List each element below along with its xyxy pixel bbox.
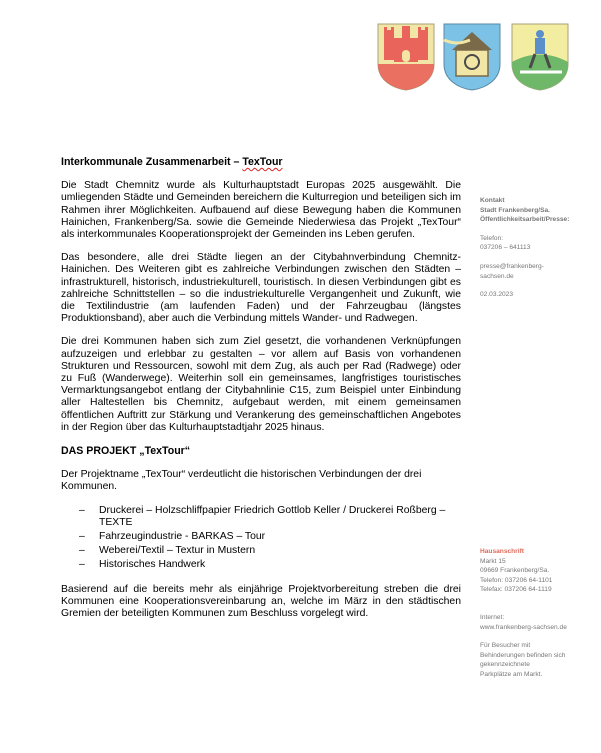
coat-of-arms-niederwiesa-icon <box>442 22 502 92</box>
list-item: – Druckerei – Holzschliffpapier Friedrich Gottlob Keller / Druckerei Roßberg – TEXTE <box>61 505 461 529</box>
release-date: 02.03.2023 <box>480 291 514 299</box>
coat-of-arms-hainichen-icon <box>376 22 436 92</box>
list-item: – Historisches Handwerk <box>61 559 461 571</box>
internet-label: Internet: <box>480 613 505 621</box>
coat-of-arms-frankenberg-icon <box>510 22 570 92</box>
press-release-body <box>61 156 461 631</box>
list-item: – Fahrzeugindustrie - BARKAS – Tour <box>61 531 461 543</box>
contact-label: Kontakt <box>480 197 505 204</box>
address-phone: Telefon: 037206 64-1101 <box>480 576 553 584</box>
paragraph-agreement: Basierend auf die bereits mehr als einjährige Projektvorbereitung streben die drei Kommunen eine Kooperationsvereinbarung an, welche im März in den städtischen Gremien der beteiligten Kommunen zum Beschluss vorgelegt wird. <box>61 583 461 620</box>
internet-url: www.frankenberg-sachsen.de <box>480 623 567 631</box>
connections-list <box>61 505 461 572</box>
list-item: – Weberei/Textil – Textur in Mustern <box>61 545 461 557</box>
address-label: Hausanschrift <box>480 548 524 555</box>
address-street: Markt 15 <box>480 557 506 565</box>
accessibility-note-4: Parkplätze am Markt. <box>480 670 543 678</box>
paragraph-connections: Das besondere, alle drei Städte liegen an der Citybahnverbindung Chemnitz-Hainichen. Des Weiteren gibt es zahlreiche Verbindungen zwischen den Städten – infrastrukturell, historisch, industriekulturell, touristisch. In diesen Verbindungen gibt es zahlreiche Schnittstellen – so die industriekulturelle Vergangenheit und Zukunft, wie die Textilindustrie (am laufenden Faden) und der Fahrzeugbau (längstes Produktionsband), aber auch die Verbindung mittels Wander- und Radwegen. <box>61 252 461 325</box>
telefon-number: 037206 – 641113 <box>480 244 531 252</box>
contact-block <box>480 196 590 300</box>
email-line-1: presse@frankenberg- <box>480 262 544 270</box>
address-city: 09669 Frankenberg/Sa. <box>480 567 550 575</box>
paragraph-project-name: Der Projektname „TexTour“ verdeutlicht die historischen Verbindungen der drei Kommunen. <box>61 469 422 493</box>
paragraph-goals: Die drei Kommunen haben sich zum Ziel gesetzt, die vorhandenen Verknüpfungen aufzuzeigen und erlebbar zu gestalten – vor allem auf Basis von vorhandenen Strukturen und Ressourcen, sowohl mit dem Zug, als auch per Rad (Radwege) oder zu Fuß (Wanderwege). Weiterhin soll ein gemeinsames, langfristiges touristisches Vermarktungsangebot entlang der Citybahnlinie C15, zum Beispiel unter Einbindung aller Haltestellen bis Chemnitz, aufgebaut werden, mit einem gemeinsamen öffentlichen Auftritt zur Stärkung und Verankerung des gemeinschaftlichen Angebotes in der Region über das Kulturhauptstadtjahr 2025 hinaus. <box>61 336 461 433</box>
accessibility-note-2: Behinderungen befinden sich <box>480 651 566 659</box>
accessibility-note-1: Für Besucher mit <box>480 642 531 650</box>
title-project-name: TexTour <box>242 156 283 168</box>
address-fax: Telefax: 037206 64-1119 <box>480 586 552 594</box>
office-name: Stadt Frankenberg/Sa. <box>480 206 550 214</box>
accessibility-note-3: gekennzeichnete <box>480 661 530 669</box>
paragraph-intro: Die Stadt Chemnitz wurde als Kulturhauptstadt Europas 2025 ausgewählt. Die umliegenden Städte und Gemeinden bereichern die Kulturregion und beteiligen sich im Rahmen ihrer Möglichkeiten. Aufbauend auf diese Bewegung haben die Kommunen Hainichen, Frankenberg/Sa. sowie die Gemeinde Niederwiesa das Projekt „TexTour“ als interkommunales Kooperationsprojekt der Gemeinden ins Leben gerufen. <box>61 180 461 241</box>
email-line-2: sachsen.de <box>480 272 514 280</box>
section-heading-project: DAS PROJEKT „TexTour“ <box>61 445 191 458</box>
coat-of-arms-row <box>376 22 572 92</box>
page-title: Interkommunale Zusammenarbeit – TexTour <box>61 156 283 168</box>
address-block <box>480 547 590 680</box>
telefon-label: Telefon: <box>480 234 504 242</box>
office-department: Öffentlichkeitsarbeit/Presse: <box>480 216 570 224</box>
